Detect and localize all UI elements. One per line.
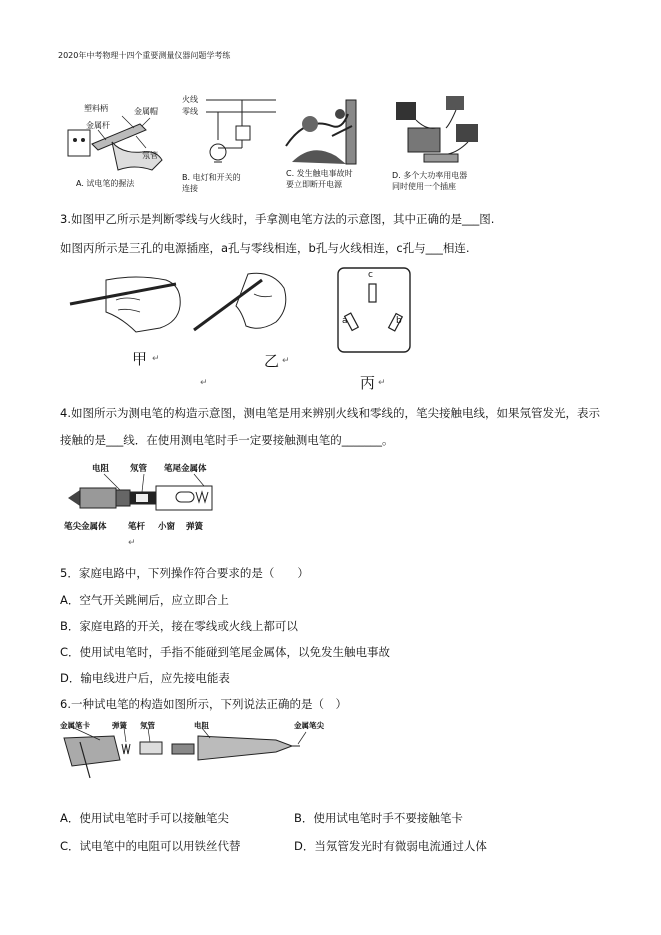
socket-hole-c: c (368, 270, 373, 280)
safety-figure-d (386, 90, 496, 196)
caption-d: D. 多个大功率用电器 同时使用一个插座 (392, 171, 468, 191)
test-pen-structure-drawing (64, 460, 234, 520)
label-live-wire: 火线 (182, 95, 198, 104)
label-metal-clip: 金属笔卡 (60, 721, 90, 730)
q4-test-pen-diagram (64, 460, 234, 550)
overloaded-socket-drawing (386, 90, 486, 164)
socket-hole-b: b (396, 316, 402, 326)
q5-option-d: D．输电线进户后，应先接电能表 (60, 671, 230, 685)
q6-option-b: B．使用试电笔时手不要接触笔卡 (294, 811, 463, 825)
q3-line-1: 3.如图甲乙所示是判断零线与火线时，手拿测电笔方法的示意图，其中正确的是___图. (60, 212, 495, 226)
figure-label-yi: 乙 (264, 352, 280, 370)
safety-figure-b (180, 92, 280, 196)
q6-stem: 6.一种试电笔的构造如图所示，下列说法正确的是（ ） (60, 697, 347, 711)
q3-figure-jia (66, 270, 191, 370)
q5-option-c: C．使用试电笔时，手指不能碰到笔尾金属体，以免发生触电事故 (60, 645, 391, 659)
label-resistor: 电阻 (194, 721, 209, 730)
figure-label-jia: 甲 (132, 350, 148, 368)
label-neon-tube: 氖管 (130, 464, 148, 474)
return-mark: ↵ (200, 378, 208, 388)
q3-figure-yi (188, 270, 298, 390)
label-resistor: 电阻 (92, 464, 110, 474)
caption-b: B. 电灯和开关的 连接 (182, 173, 241, 193)
electric-shock-drawing (282, 96, 378, 168)
label-spring: 弹簧 (186, 522, 204, 532)
hand-holding-pen-yi-drawing (188, 270, 298, 342)
safety-figure-a (62, 100, 172, 196)
q6-test-pen-diagram (60, 720, 350, 790)
figure-label-bing: 丙 (360, 374, 376, 392)
q5-stem: 5．家庭电路中，下列操作符合要求的是（ ） (60, 566, 309, 580)
label-small-window: 小窗 (158, 522, 176, 532)
label-tip-metal: 笔尖金属体 (64, 522, 107, 532)
caption-c: C. 发生触电事故时 要立即断开电源 (286, 169, 353, 189)
label-spring: 弹簧 (112, 721, 127, 730)
label-tail-metal: 笔尾金属体 (164, 464, 207, 474)
q5-option-b: B．家庭电路的开关，接在零线或火线上都可以 (60, 619, 298, 633)
hand-holding-pen-jia-drawing (66, 270, 191, 340)
return-mark: ↵ (282, 356, 290, 366)
q5-option-a: A．空气开关跳闸后，应立即合上 (60, 593, 229, 607)
label-metal-cap: 金属帽 (134, 107, 158, 116)
label-metal-tip: 金属笔尖 (294, 721, 324, 730)
return-mark: ↵ (128, 538, 136, 548)
q6-option-c: C．试电笔中的电阻可以用铁丝代替 (60, 839, 241, 853)
label-neutral-wire: 零线 (182, 107, 198, 116)
label-neon-tube: 氖管 (140, 721, 155, 730)
q3-figure-bing (336, 266, 416, 392)
q6-option-d: D．当氖管发光时有微弱电流通过人体 (294, 839, 487, 853)
page-header: 2020年中考物理十四个重要测量仪器问题学考练 (58, 51, 231, 60)
caption-a: A. 试电笔的握法 (76, 179, 135, 188)
q4-line-2: 接触的是___线．在使用测电笔时手一定要接触测电笔的_______。 (60, 433, 394, 447)
socket-hole-a: a (342, 316, 348, 326)
q4-line-1: 4.如图所示为测电笔的构造示意图，测电笔是用来辨别火线和零线的，笔尖接触电线，如果氖管发光，表示 (60, 406, 600, 420)
three-hole-socket-drawing (336, 266, 412, 354)
return-mark: ↵ (378, 378, 386, 388)
label-plastic-handle: 塑料柄 (84, 104, 108, 113)
q3-line-2: 如图丙所示是三孔的电源插座，a孔与零线相连，b孔与火线相连，c孔与___相连. (60, 241, 470, 255)
label-pen-body: 笔杆 (128, 522, 146, 532)
q6-option-a: A．使用试电笔时手可以接触笔尖 (60, 811, 229, 825)
return-mark: ↵ (152, 354, 160, 364)
label-neon-tube: 氖管 (142, 151, 158, 160)
safety-figure-c (282, 96, 382, 196)
label-metal-rod: 金属杆 (86, 121, 110, 130)
